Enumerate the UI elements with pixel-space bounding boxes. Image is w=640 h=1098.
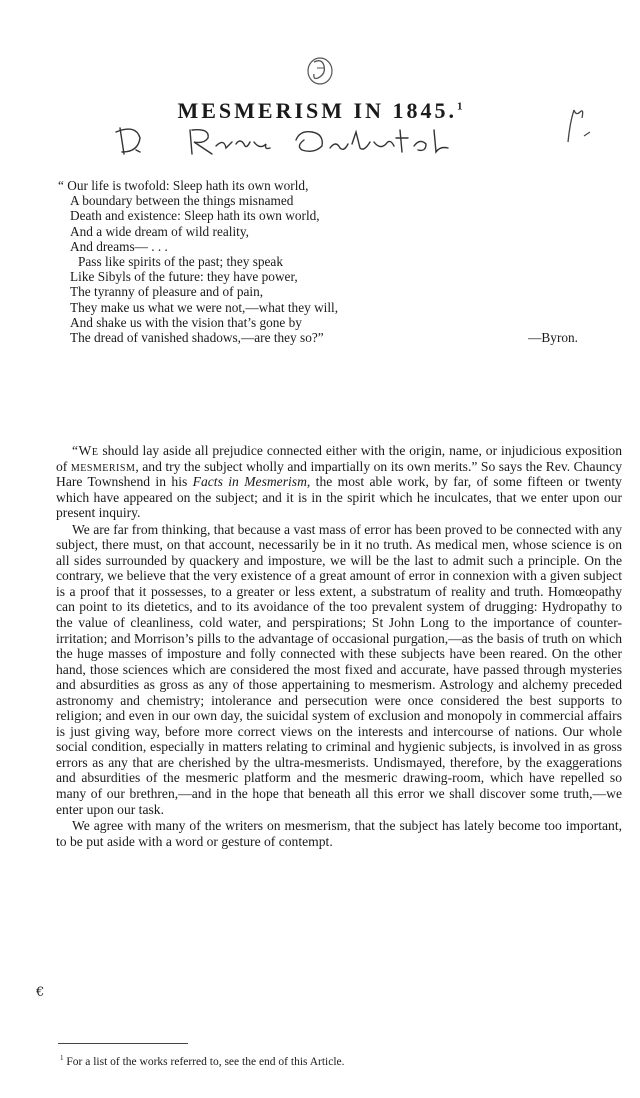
footnote <box>60 1051 620 1069</box>
epigraph-line: Death and existence: Sleep hath its own world, <box>70 208 320 224</box>
book-title: Facts in Mesmerism <box>192 474 307 490</box>
epigraph-line: “ Our life is twofold: Sleep hath its own world, <box>58 178 309 193</box>
epigraph-line: Pass like spirits of the past; they speak <box>78 254 283 270</box>
epigraph-line: And shake us with the vision that’s gone by <box>70 314 302 330</box>
term-mesmerism: mesmerism <box>70 458 136 474</box>
handwritten-circle-mark <box>300 52 340 90</box>
footnote-text: For a list of the works referred to, see the end of this Article. <box>66 1055 345 1068</box>
margin-mark: € <box>36 985 45 1000</box>
title-footnote-ref: 1 <box>457 100 463 113</box>
paragraph-2: We are far from thinking, that because a vast mass of error has been proved to be connected with any subject, there must, on that account, necessarily be in it no truth. As medical men, whose science is on all sides surrounded by quackery and imposture, we will be the last to admit such a principle. On the contrary, we believe that the very existence of a great amount of error in connexion with a given subject is a proof that it possesses, to a greater or less extent, a substratum of reality and truth. Homœopathy can point to its dietetics, and to its avoidance of the too prevalent system of drugging: Hydropathy to the value of cleanliness, cold water, and perspirations; St John Long to the importance of counter-irritation; and Morrison’s pills to the advantage of occasional purgation,—as the basis of truth on which the huge masses of imposture and folly connected with these subjects have been reared. On the other hand, those sciences which are considered the most fixed and accurate, have passed through mysteries and absurdities as gross as any of those appertaining to mesmerism. Astrology and alchemy preceded astronomy and chemistry; intolerance and persecution were once considered the best supports to religion; and even in our own day, the suicidal system of exclusion and monopoly in commercial affairs is just giving way, before more correct views on the interests and intercourse of nations. Our whole social condition, especially in matters relating to criminal and hygienic subjects, is involved in as gross errors as any that are cherished by the ultra-mesmerists. Undismayed, therefore, by the exaggerations and absurdities of the mesmeric platform and the mesmeric drawing-room, which have repelled so many of our brethren,—and in the hope that beneath all this error we shall discover some truth,—we enter upon our task. <box>56 521 622 817</box>
epigraph-line <box>58 330 578 345</box>
paragraph-text: , the most able work, by far, of some fifteen or twenty which have appeared on the subject; and it is in the spirit which he inculcates, that we enter upon our present inquiry. <box>56 474 622 521</box>
epigraph-last-line: The dread of vanished shadows,—are they so?” <box>70 330 324 346</box>
epigraph-attribution: —Byron. <box>528 330 578 346</box>
lead-word: “We <box>72 443 99 458</box>
paragraph-text: should lay aside all prejudice connected either with the origin, name, or injudicious exposition of <box>56 443 622 474</box>
footnote-rule <box>58 1043 188 1044</box>
footnote-marker: 1 <box>60 1054 64 1062</box>
epigraph-line: The tyranny of pleasure and of pain, <box>70 284 264 300</box>
article-body <box>56 443 622 849</box>
epigraph <box>58 178 578 345</box>
epigraph-line: They make us what we were not,—what they will, <box>70 299 339 315</box>
paragraph-1 <box>56 443 622 521</box>
epigraph-line: A boundary between the things misnamed <box>70 193 294 209</box>
handwritten-signature <box>100 120 620 160</box>
paragraph-3: We agree with many of the writers on mesmerism, that the subject has lately become too important, to be put aside with a word or gesture of contempt. <box>56 818 622 849</box>
paragraph-text: , and try the subject wholly and impartially on its own merits.” So says the Rev. Chauncy Hare Townshend in his <box>56 458 622 490</box>
epigraph-line: And a wide dream of wild reality, <box>70 223 249 239</box>
article-title-text: MESMERISM IN 1845. <box>177 98 457 123</box>
epigraph-line: And dreams— . . . <box>70 238 168 254</box>
epigraph-line: Like Sibyls of the future: they have power, <box>70 269 298 285</box>
